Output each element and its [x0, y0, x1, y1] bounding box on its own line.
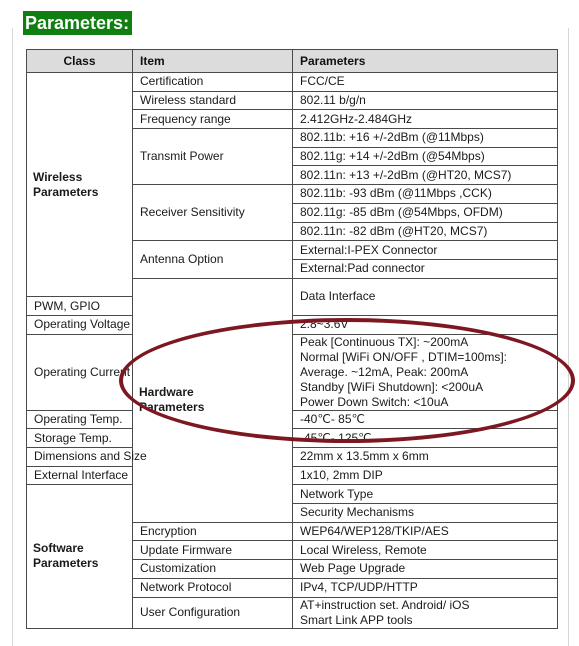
value-cell: 22mm x 13.5mm x 6mm — [293, 448, 558, 467]
value-cell — [293, 597, 558, 628]
value-cell: 802.11n: +13 +/-2dBm (@HT20, MCS7) — [293, 166, 558, 185]
value-cell: 802.11b: +16 +/-2dBm (@11Mbps) — [293, 129, 558, 148]
value-line: Average. ~12mA, Peak: 200mA — [300, 364, 469, 379]
class-label: Software — [33, 541, 84, 556]
value-line: AT+instruction set. Android/ iOS — [300, 597, 470, 612]
item-cell: Network Type — [293, 485, 558, 504]
item-cell: Frequency range — [133, 110, 293, 129]
value-line: Smart Link APP tools — [300, 612, 413, 627]
class-label: Parameters — [33, 556, 99, 571]
value-cell: 2.8~3.6V — [293, 315, 558, 334]
item-cell: Dimensions and Size — [27, 448, 133, 467]
value-cell: 1x10, 2mm DIP — [293, 466, 558, 485]
value-cell: -45℃- 125℃ — [293, 429, 558, 448]
item-cell: Certification — [133, 73, 293, 92]
item-cell: Operating Temp. — [27, 410, 133, 429]
item-cell: Storage Temp. — [27, 429, 133, 448]
value-cell: Web Page Upgrade — [293, 560, 558, 579]
value-line: Peak [Continuous TX]: ~200mA — [300, 334, 469, 349]
value-cell — [293, 334, 558, 410]
item-cell: Transmit Power — [133, 129, 293, 185]
item-cell: Operating Voltage — [27, 315, 133, 334]
value-cell: FCC/CE — [293, 73, 558, 92]
value-cell: WEP64/WEP128/TKIP/AES — [293, 522, 558, 541]
table-row — [27, 73, 558, 92]
table-row — [27, 485, 558, 504]
table-row — [27, 466, 558, 485]
table-row — [27, 448, 558, 467]
item-cell: Antenna Option — [133, 241, 293, 278]
value-line: Normal [WiFi ON/OFF , DTIM=100ms]: — [300, 349, 508, 364]
value-cell: 802.11g: -85 dBm (@54Mbps, OFDM) — [293, 203, 558, 222]
value-cell: External:Pad connector — [293, 259, 558, 278]
class-label: Wireless — [33, 169, 83, 184]
header-parameters: Parameters — [293, 50, 558, 73]
item-cell: User Configuration — [133, 597, 293, 628]
header-item: Item — [133, 50, 293, 73]
value-cell: Local Wireless, Remote — [293, 541, 558, 560]
item-cell: Security Mechanisms — [293, 504, 558, 523]
value-line: Power Down Switch: <10uA — [300, 394, 449, 409]
item-cell: Receiver Sensitivity — [133, 185, 293, 241]
parameters-table — [26, 49, 558, 629]
value-cell: PWM, GPIO — [27, 297, 133, 316]
value-cell: 802.11n: -82 dBm (@HT20, MCS7) — [293, 222, 558, 241]
item-cell: Update Firmware — [133, 541, 293, 560]
class-hardware — [133, 278, 293, 522]
item-cell: External Interface — [27, 466, 133, 485]
table-row — [27, 315, 558, 334]
value-cell: External:I-PEX Connector — [293, 241, 558, 260]
header-row — [27, 50, 558, 73]
class-label: Hardware — [139, 385, 194, 400]
table-row — [27, 429, 558, 448]
page-title: Parameters: — [23, 11, 132, 35]
value-cell: 2.412GHz-2.484GHz — [293, 110, 558, 129]
value-cell: 802.11 b/g/n — [293, 91, 558, 110]
item-cell: Wireless standard — [133, 91, 293, 110]
class-software — [27, 485, 133, 628]
table-row — [27, 410, 558, 429]
item-cell: Data Interface — [293, 278, 558, 315]
class-label: Parameters — [33, 184, 99, 199]
value-cell: IPv4, TCP/UDP/HTTP — [293, 578, 558, 597]
item-cell: Network Protocol — [133, 578, 293, 597]
class-label: Parameters — [139, 400, 205, 415]
value-cell: -40℃- 85℃ — [293, 410, 558, 429]
value-line: Standby [WiFi Shutdown]: <200uA — [300, 379, 484, 394]
header-class: Class — [27, 50, 133, 73]
class-wireless — [27, 73, 133, 297]
value-cell: 802.11g: +14 +/-2dBm (@54Mbps) — [293, 147, 558, 166]
item-cell: Customization — [133, 560, 293, 579]
item-cell: Encryption — [133, 522, 293, 541]
item-cell: Operating Current — [27, 334, 133, 410]
table-row — [27, 334, 558, 410]
value-cell: 802.11b: -93 dBm (@11Mbps ,CCK) — [293, 185, 558, 204]
